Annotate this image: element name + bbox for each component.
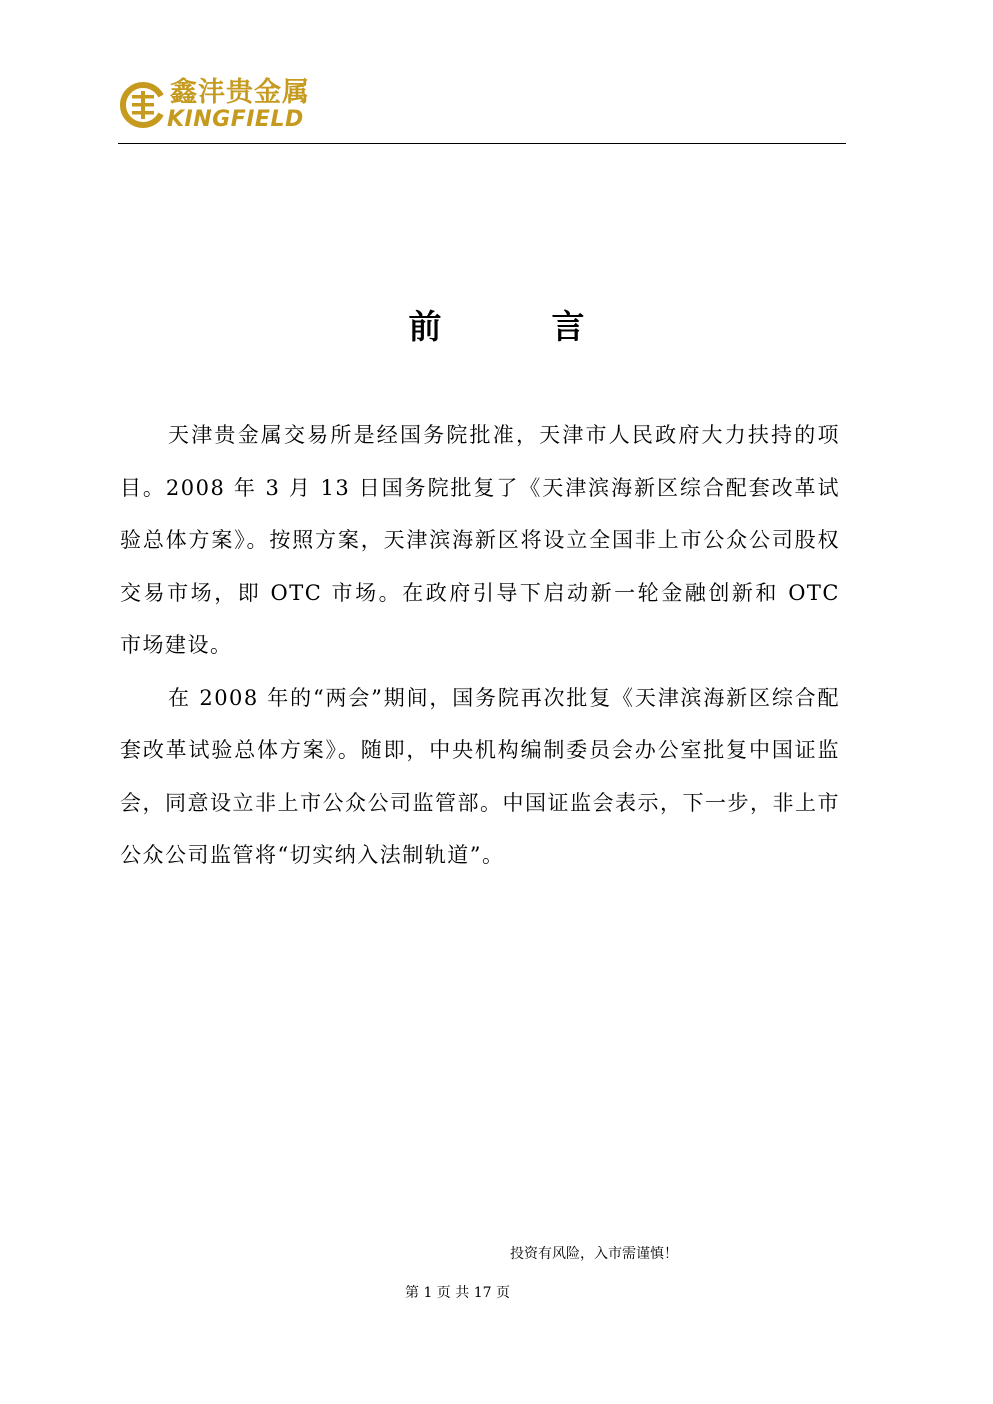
title-char-1: 前 (408, 307, 442, 346)
paragraph-2: 在 2008 年的“两会”期间，国务院再次批复《天津滨海新区综合配套改革试验总体方案》。随即，中央机构编制委员会办公室批复中国证监会，同意设立非上市公众公司监管部。中国证监会表示，下一步，非上市公众公司监管将“切实纳入法制轨道”。 (120, 685, 840, 867)
company-logo (120, 78, 370, 134)
page-header (118, 70, 846, 145)
page-title (0, 305, 993, 349)
title-char-2: 言 (551, 307, 585, 346)
header-divider (118, 143, 846, 144)
risk-notice: 投资有风险，入市需谨慎！ (510, 1246, 678, 1262)
document-body (120, 409, 840, 882)
page-number: 第 1 页 共 17 页 (405, 1285, 510, 1301)
logo-emblem-icon (120, 82, 166, 128)
logo-chinese-name: 鑫沣贵金属 (170, 77, 310, 108)
paragraph-1: 天津贵金属交易所是经国务院批准，天津市人民政府大力扶持的项目。2008 年 3 月 13 日国务院批复了《天津滨海新区综合配套改革试验总体方案》。按照方案，天津滨海新区将设立全国非上市公众公司股权交易市场，即 OTC 市场。在政府引导下启动新一轮金融创新和 OTC 市场建设。 (120, 423, 840, 657)
logo-english-name: KINGFIELD (167, 107, 304, 132)
